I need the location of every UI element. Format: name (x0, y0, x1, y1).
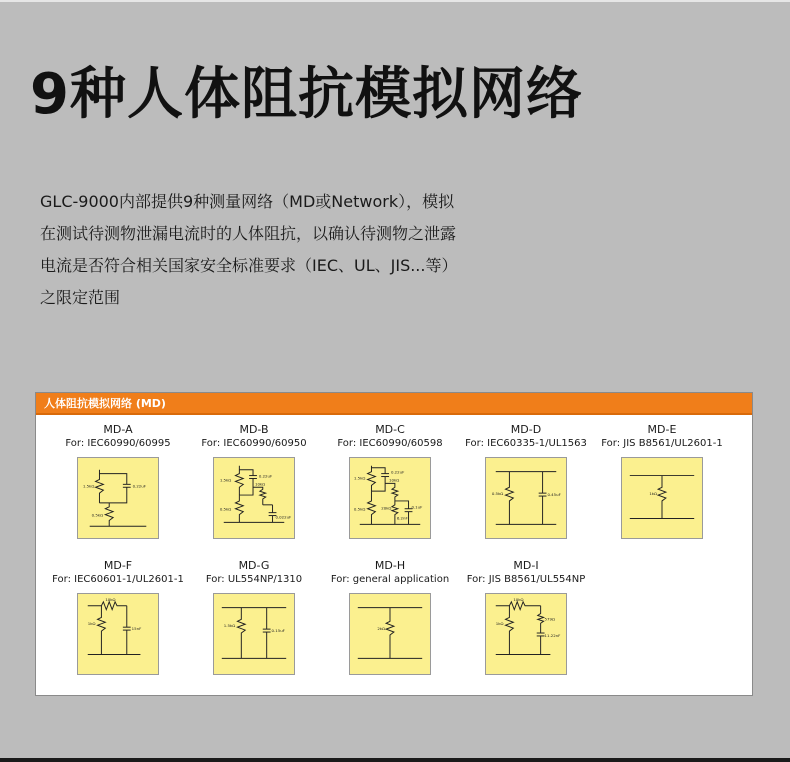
component-label: 10kΩ (389, 477, 400, 483)
circuit-svg (78, 458, 158, 538)
circuit-diagram-md-c (349, 457, 431, 539)
circuit-svg (486, 594, 566, 674)
network-card-md-c (322, 423, 458, 539)
circuit-diagram-md-b (213, 457, 295, 539)
component-label: 0.022uF (275, 514, 292, 520)
component-label: 1.5kΩ (219, 477, 232, 483)
component-label: 20kΩ (381, 505, 392, 511)
top-rule (0, 0, 790, 2)
circuit-diagram-md-e (621, 457, 703, 539)
network-card-md-b (186, 423, 322, 539)
network-name: MD-F (103, 559, 133, 572)
circuit-diagram-md-i (485, 593, 567, 675)
network-name: MD-G (238, 559, 270, 572)
network-standard: For: IEC60335-1/UL1563 (465, 438, 587, 449)
bottom-rule (0, 758, 790, 762)
component-label: 0.45uF (547, 492, 561, 498)
component-label: 1.5kΩ (223, 623, 236, 629)
component-label: 0.5kΩ (91, 512, 104, 518)
network-card-md-g (186, 559, 322, 675)
component-label: 6.2nF (396, 515, 408, 521)
network-name: MD-E (647, 423, 677, 436)
description-line: 电流是否符合相关国家安全标准要求（IEC、UL、JIS...等） (40, 256, 458, 275)
network-card-md-e (594, 423, 730, 539)
network-card-md-d (458, 423, 594, 539)
circuit-diagram-md-a (77, 457, 159, 539)
component-label: 0.5kΩ (353, 506, 366, 512)
description-line: 之限定范围 (40, 288, 121, 307)
network-card-md-i (458, 559, 594, 675)
component-label: 1kΩ (649, 491, 658, 497)
network-name: MD-D (510, 423, 542, 436)
component-label: 0.22uF (258, 473, 273, 479)
component-label: 1.5kΩ (353, 475, 366, 481)
description-line: 在测试待测物泄漏电流时的人体阻抗，以确认待测物之泄露 (40, 224, 457, 243)
network-name: MD-A (103, 423, 133, 436)
component-label: 10kΩ (254, 481, 266, 487)
circuit-svg (214, 594, 294, 674)
circuit-diagram-md-h (349, 593, 431, 675)
component-label: 15nF (131, 626, 142, 632)
network-name: MD-H (374, 559, 406, 572)
circuit-svg (622, 458, 702, 538)
circuit-svg (350, 594, 430, 674)
description-line: GLC-9000内部提供9种测量网络（MD或Network），模拟 (40, 192, 455, 211)
network-standard: For: general application (330, 574, 450, 585)
circuit-svg (486, 458, 566, 538)
network-standard: For: IEC60990/60995 (65, 438, 171, 449)
circuit-svg (350, 458, 430, 538)
page-title: 9种人体阻抗模拟网络 (30, 62, 583, 127)
component-label: 1kΩ (495, 621, 504, 627)
network-card-md-a (50, 423, 186, 539)
circuit-diagram-md-g (213, 593, 295, 675)
description (40, 186, 560, 314)
network-standard: For: JIS B8561/UL554NP (466, 574, 586, 585)
component-label: 0.22uF (132, 483, 147, 489)
component-label: 0.5kΩ (491, 491, 504, 497)
network-standard: For: IEC60990/60598 (337, 438, 443, 449)
circuit-diagram-md-d (485, 457, 567, 539)
network-name: MD-I (513, 559, 539, 572)
component-label: 11.22nF (544, 632, 561, 638)
network-standard: For: IEC60601-1/UL2601-1 (52, 574, 184, 585)
component-label: 0.22uF (390, 469, 405, 475)
network-name: MD-B (239, 423, 269, 436)
circuit-diagram-md-f (77, 593, 159, 675)
network-card-md-f (50, 559, 186, 675)
network-panel (35, 392, 753, 696)
component-label: 579Ω (544, 616, 555, 622)
component-label: 2kΩ (377, 626, 386, 632)
network-name: MD-C (375, 423, 405, 436)
circuit-svg (214, 458, 294, 538)
component-label: 1.5kΩ (82, 483, 95, 489)
circuit-svg (78, 594, 158, 674)
component-label: 0.1uF (411, 504, 423, 510)
panel-header: 人体阻抗模拟网络 (MD) (36, 393, 752, 415)
component-label: 10kΩ (513, 596, 524, 602)
network-standard: For: IEC60990/60950 (201, 438, 307, 449)
network-card-md-h (322, 559, 458, 675)
component-label: 10kΩ (105, 596, 116, 602)
component-label: 0.5kΩ (219, 506, 232, 512)
network-standard: For: UL554NP/1310 (205, 574, 303, 585)
network-standard: For: JIS B8561/UL2601-1 (601, 438, 723, 449)
component-label: 0.15uF (271, 628, 285, 634)
component-label: 1kΩ (87, 621, 96, 627)
